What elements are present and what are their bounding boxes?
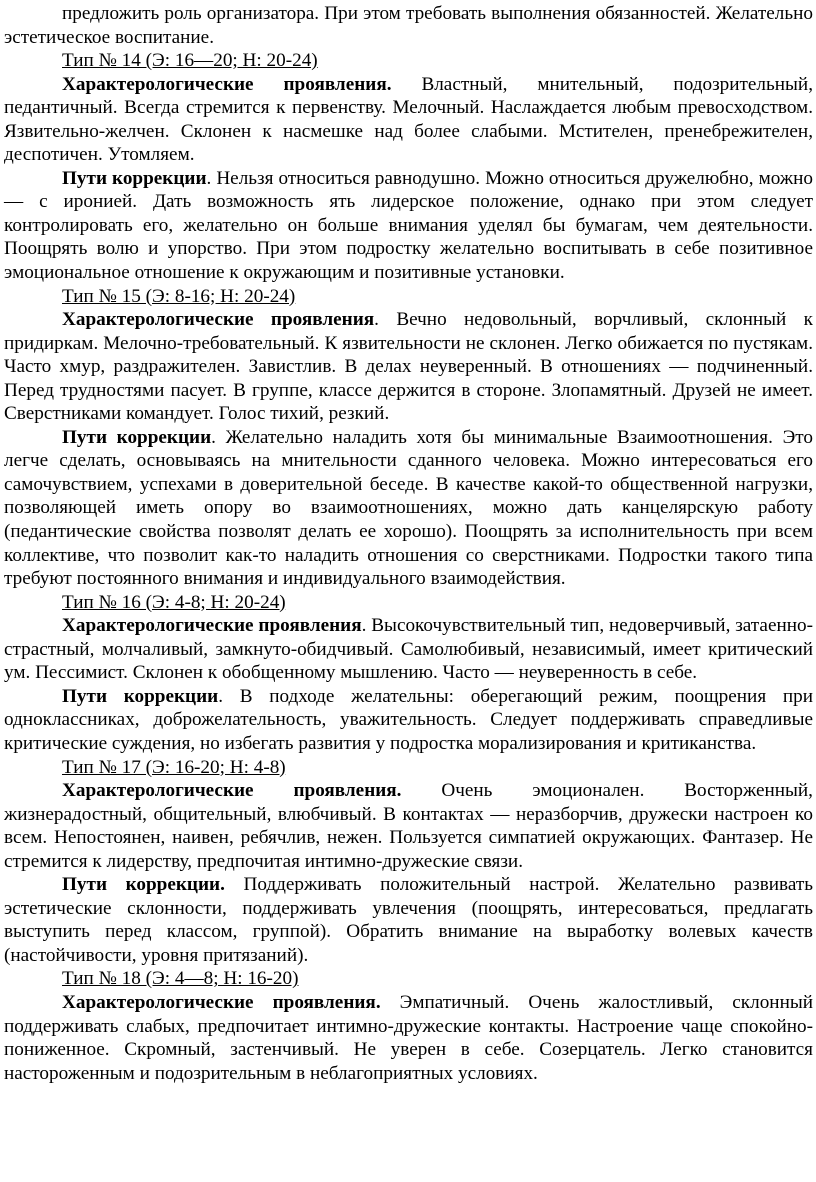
type-16-traits (4, 614, 813, 685)
type-18-title: Тип № 18 (Э: 4—8; Н: 16-20) (62, 968, 299, 990)
traits-label: Характерологические проявления. (62, 73, 392, 95)
type-17-traits (4, 779, 813, 873)
correction-label: Пути коррекции (62, 167, 207, 189)
traits-text: . Высокочувствительный тип, недоверчивый, затаенно-страстный, молчаливый, замкнуто-обидчивый. Самолюбивый, независимый, имеет критический ум. Пессимист. Склонен к обобщенному мышлению. Часто — неуверенность в себе. (4, 615, 813, 684)
correction-label: Пути коррекции. (62, 874, 225, 896)
type-17-title: Тип № 17 (Э: 16-20; Н: 4-8) (62, 756, 286, 778)
correction-label: Пути коррекции (62, 426, 212, 448)
traits-label: Характерологические проявления. (62, 991, 381, 1013)
traits-text: Эмпатичный. Очень жалостливый, склонный поддерживать слабых, предпочитает интимно-дружеские контакты. Настроение чаще спокойно-пониженное. Скромный, застенчивый. Не уверен в себе. Созерцатель. Легко становится настороженным и подозрительным в неблагоприятных условиях. (4, 991, 813, 1084)
correction-text: . Нельзя относиться равнодушно. Можно относиться дружелюбно, можно — с иронией. Дать возможность ять лидерское положение, однако при этом следует контролировать его, желательно он больше внимания уделял бы бумагам, чем деятельности. Поощрять волю и упорство. При этом подростку желательно воспитывать в себе позитивное эмоциональное отношение к окружающим и позитивные установки. (4, 167, 813, 284)
type-15-title: Тип № 15 (Э: 8-16; Н: 20-24) (62, 285, 296, 307)
type-14-title: Тип № 14 (Э: 16—20; Н: 20-24) (62, 50, 318, 72)
traits-label: Характерологические проявления (62, 615, 362, 637)
traits-text: Властный, мнительный, подозрительный, педантичный. Всегда стремится к первенству. Мелочный. Наслаждается любым превосходством. Язвительно-желчен. Склонен к насмешке над более слабыми. Мстителен, пренебрежителен, деспотичен. Утомляем. (4, 73, 813, 166)
type-17-correction (4, 873, 813, 967)
type-16-correction (4, 685, 813, 756)
type-15-traits (4, 308, 813, 426)
type-18-traits (4, 991, 813, 1085)
correction-text: . В подходе желательны: оберегающий режим, поощрения при одноклассниках, доброжелательность, уважительность. Следует поддерживать справедливые критические суждения, но избегать развития у подростка морализирования и критиканства. (4, 685, 813, 754)
traits-label: Характерологические проявления (62, 309, 375, 331)
correction-label: Пути коррекции (62, 685, 219, 707)
correction-text: Поддерживать положительный настрой. Желательно развивать эстетические склонности, поддерживать увлечения (поощрять, интересоваться, предлагать выступить перед классом, группой). Обратить внимание на выработку волевых качеств (настойчивости, уровня притязаний). (4, 874, 813, 966)
traits-label: Характерологические проявления. (62, 780, 402, 802)
traits-text: Очень эмоционален. Восторженный, жизнерадостный, общительный, влюбчивый. В контактах — неразборчив, дружески настроен ко всем. Непостоянен, наивен, ребячлив, нежен. Пользуется симпатией окружающих. Фантазер. Не стремится к лидерству, предпочитая интимно-дружеские связи. (4, 780, 813, 872)
correction-text: . Желательно наладить хотя бы минимальные Взаимоотношения. Это легче сделать, основываясь на мнительности сданного человека. Можно интересоваться его самочувствием, успехами в доверительной беседе. В качестве какой-то общественной нагрузки, позволяющей иметь опору во взаимоотношениях, можно дать канцелярскую работу (педантические свойства позволят делать ее хорошо). Поощрять за исполнительность при всем коллективе, что позволит как-то наладить отношения со сверстниками. Подростки такого типа требуют постоянного внимания и индивидуального взаимодействия. (4, 426, 813, 590)
type-14-traits (4, 73, 813, 167)
type-16-title: Тип № 16 (Э: 4-8; Н: 20-24) (62, 591, 286, 613)
type-14-correction (4, 167, 813, 285)
traits-text: . Вечно недовольный, ворчливый, склонный к придиркам. Мелочно-требовательный. К язвительности не склонен. Легко обижается по пустякам. Часто хмур, раздражителен. Завистлив. В делах неуверенный. В отношениях — подчиненный. Перед трудностями пасует. В группе, классе держится в стороне. Злопамятный. Друзей не имеет. Сверстниками командует. Голос тихий, резкий. (4, 309, 813, 425)
type-15-correction (4, 426, 813, 591)
intro-paragraph: предложить роль организатора. При этом требовать выполнения обязанностей. Желательно эстетическое воспитание. (4, 3, 813, 48)
